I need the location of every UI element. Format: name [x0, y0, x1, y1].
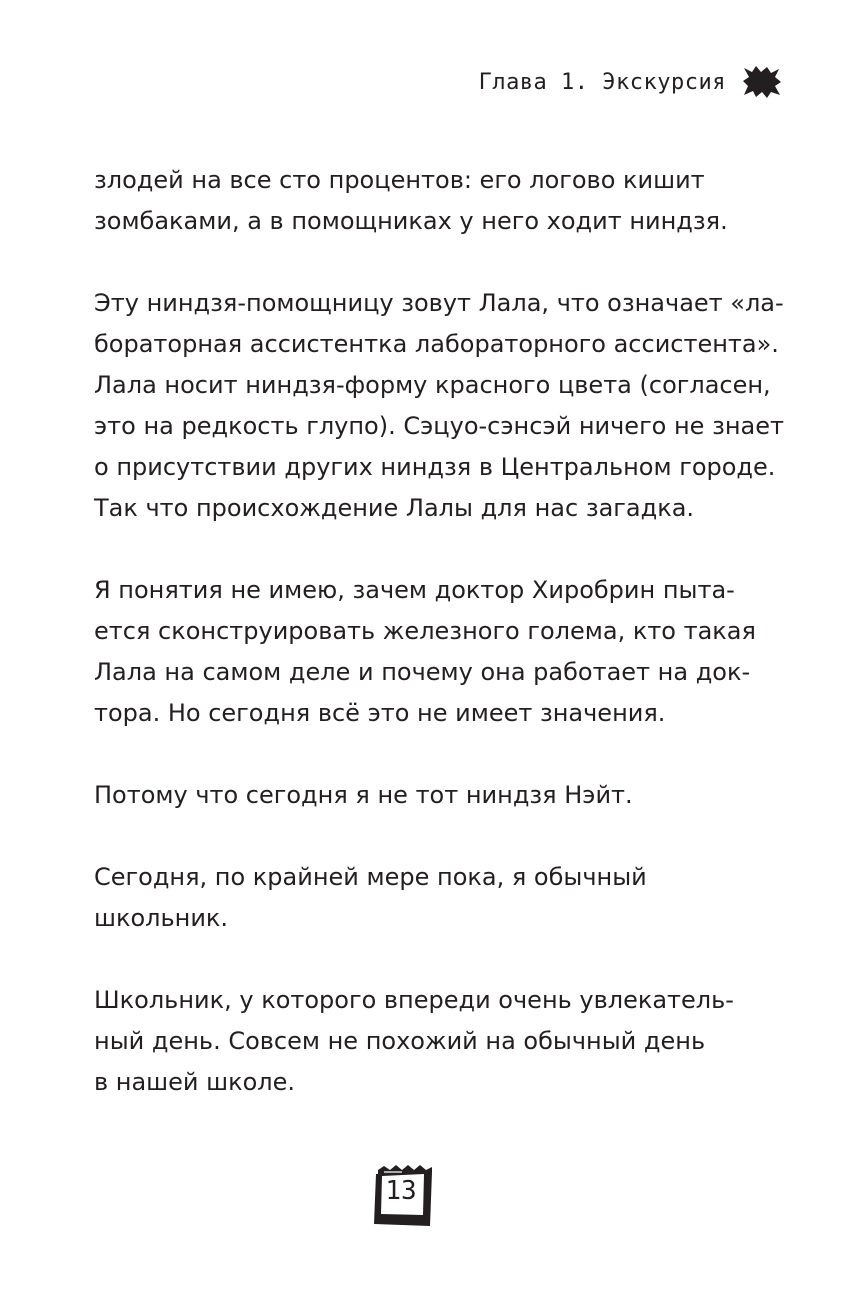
text-line: Лала носит ниндзя-форму красного цвета (согласен, — [94, 371, 771, 399]
text-line: Лала на самом деле и почему она работает на док- — [94, 658, 751, 686]
paragraph — [94, 775, 754, 816]
chapter-header — [479, 62, 782, 102]
paragraph — [94, 857, 754, 939]
chapter-text — [94, 160, 784, 1144]
text-line: о присутствии других ниндзя в Центральном городе. — [94, 453, 776, 481]
text-line: ный день. Совсем не похожий на обычный день — [94, 1027, 706, 1055]
text-line: ется сконструировать железного голема, кто такая — [94, 617, 756, 645]
text-line: в нашей школе. — [94, 1068, 295, 1096]
text-line: Я понятия не имею, зачем доктор Хиробрин пыта- — [94, 576, 735, 604]
text-line: зомбаками, а в помощниках у него ходит ниндзя. — [94, 207, 728, 235]
text-line: тора. Но сегодня всё это не имеет значения. — [94, 699, 666, 727]
paragraph — [94, 570, 754, 734]
text-line: злодей на все сто процентов: его логово кишит — [94, 166, 705, 194]
text-line: Сегодня, по крайней мере пока, я обычный — [94, 863, 647, 891]
page-number-badge — [370, 1160, 436, 1230]
text-line: Эту ниндзя-помощницу зовут Лала, что означает «ла- — [94, 289, 784, 317]
paragraph — [94, 980, 754, 1103]
shuriken-icon — [742, 65, 782, 99]
text-line: Потому что сегодня я не тот ниндзя Нэйт. — [94, 781, 633, 809]
text-line: бораторная ассистентка лабораторного ассистента». — [94, 330, 779, 358]
text-line: это на редкость глупо). Сэцуо-сэнсэй ничего не знает — [94, 412, 784, 440]
paragraph — [94, 160, 754, 242]
chapter-title: Глава 1. Экскурсия — [478, 69, 726, 95]
text-line: Школьник, у которого впереди очень увлекатель- — [94, 986, 734, 1014]
text-line: Так что происхождение Лалы для нас загадка. — [94, 494, 695, 522]
text-line: школьник. — [94, 904, 229, 932]
page-number: 13 — [385, 1176, 417, 1206]
paragraph — [94, 283, 784, 529]
